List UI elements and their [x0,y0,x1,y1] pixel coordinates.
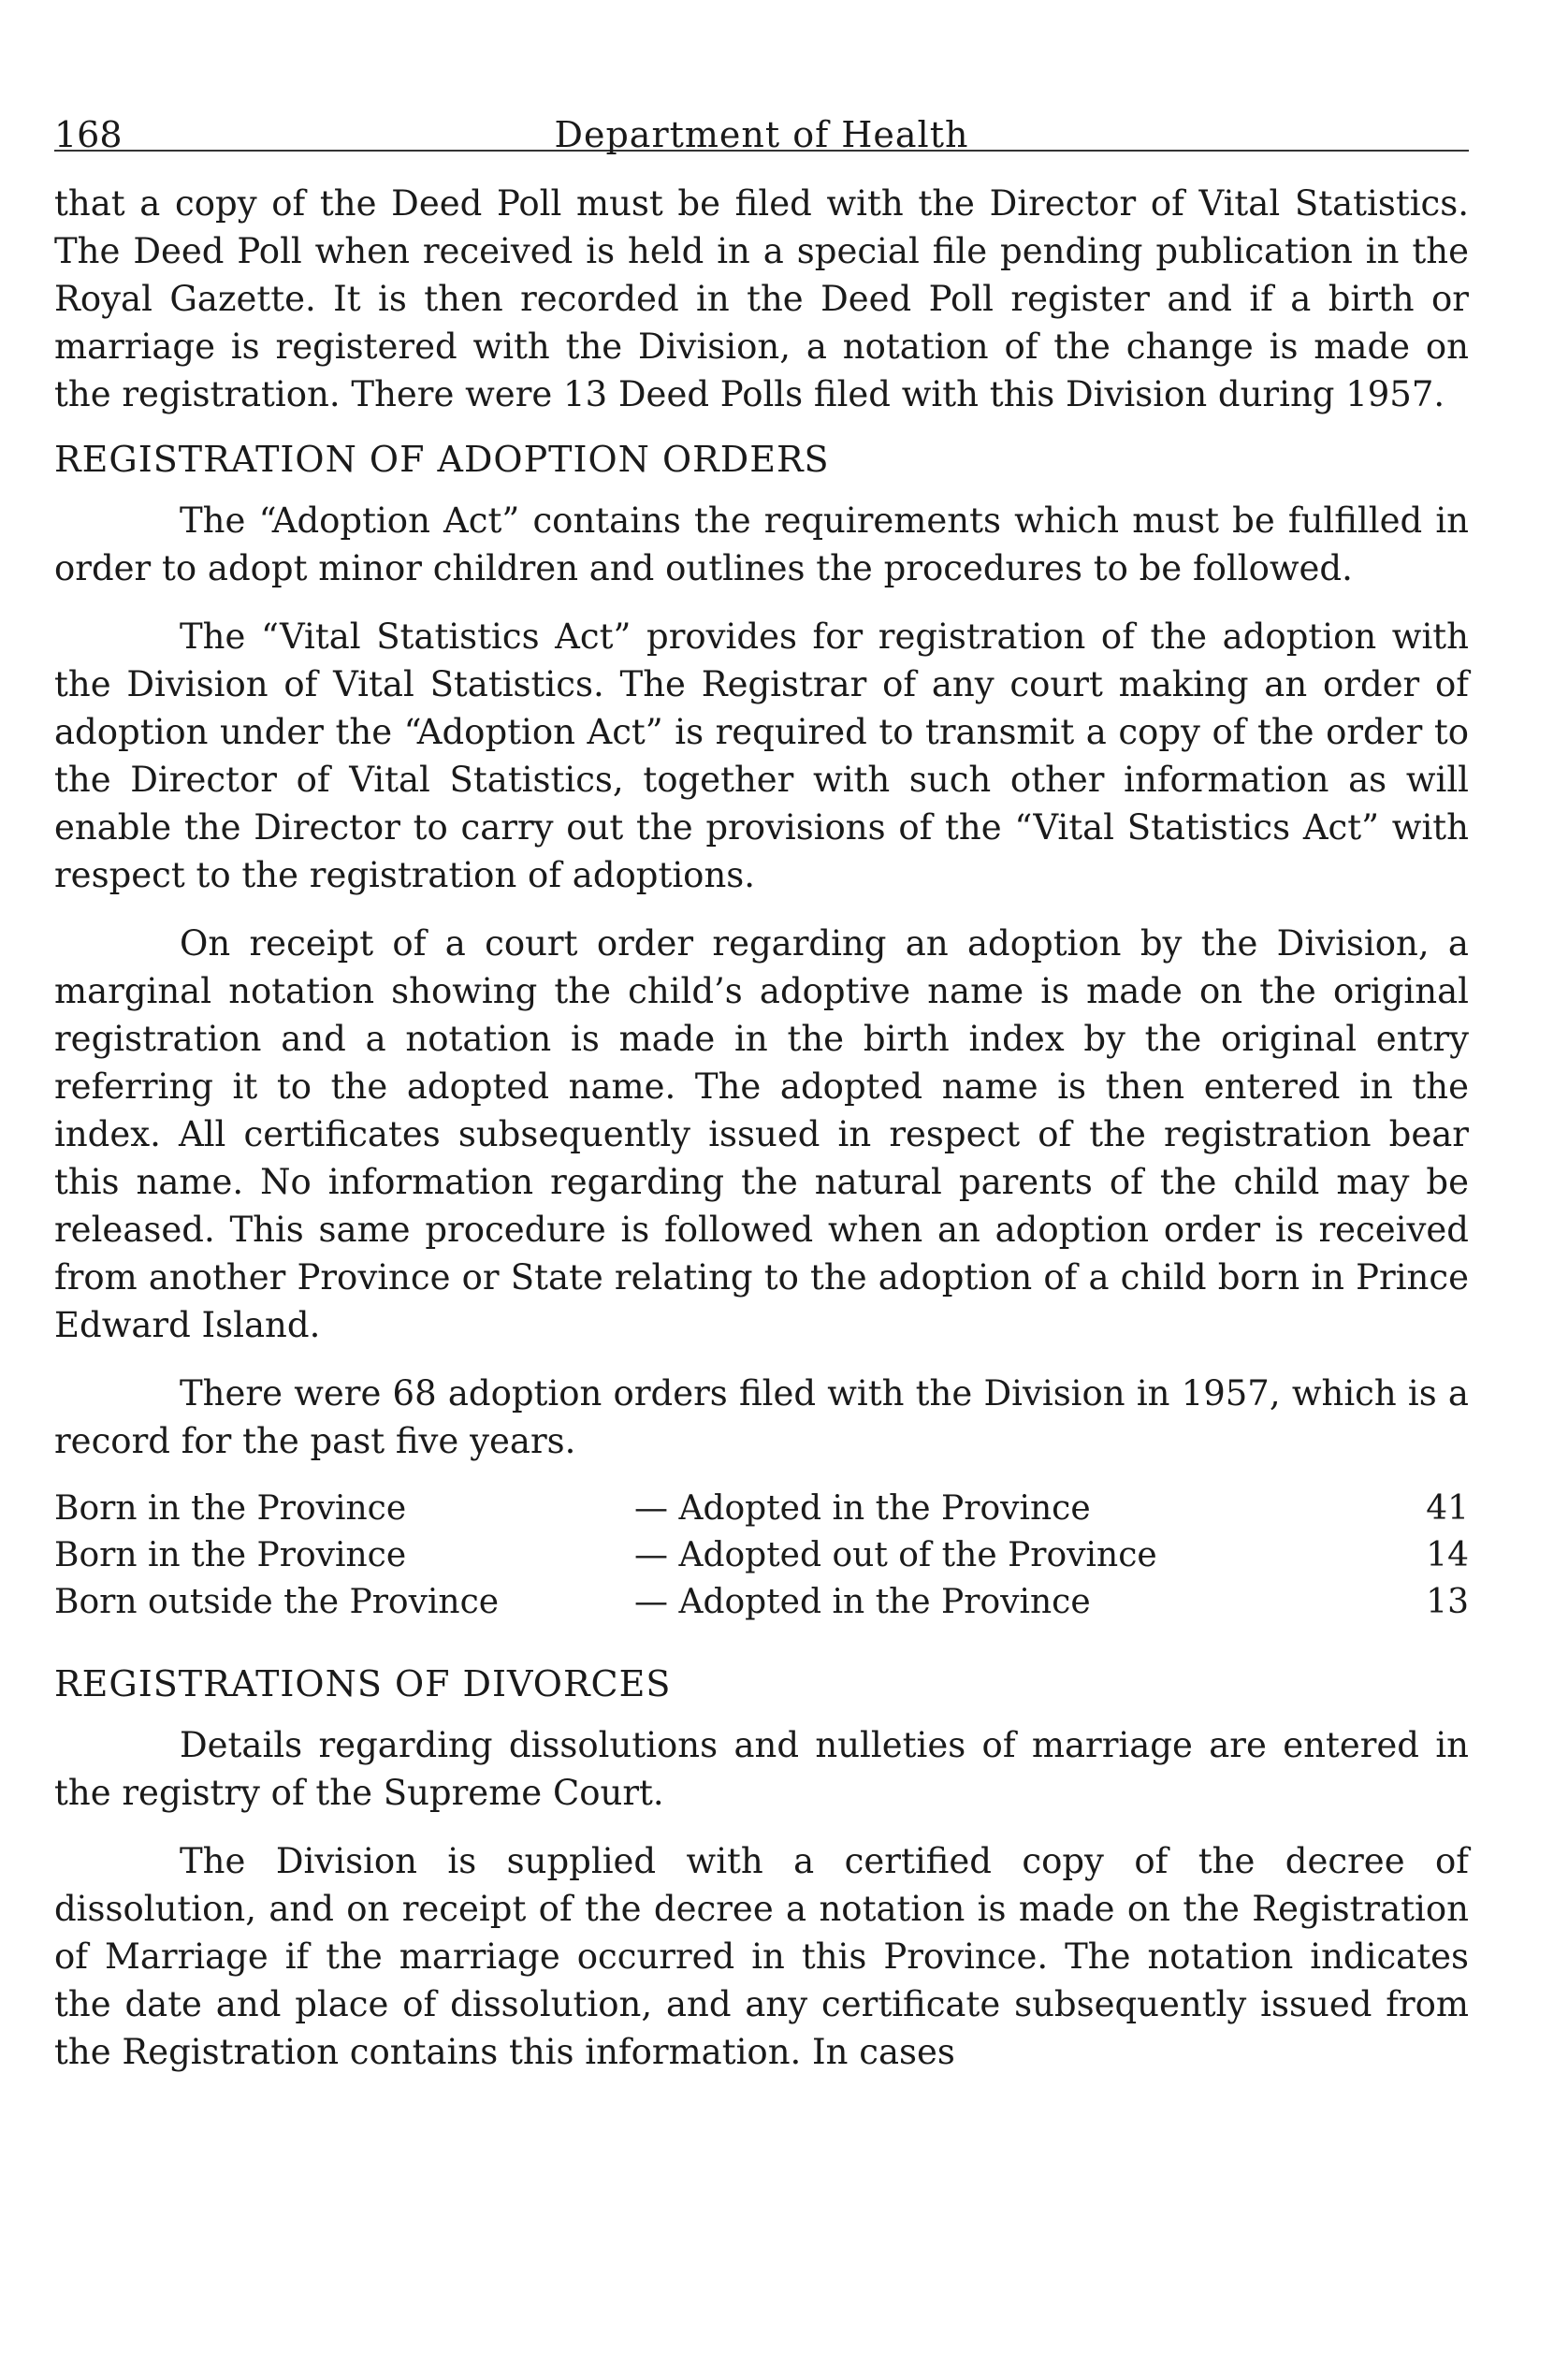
paragraph-vital-statistics-act: The “Vital Statistics Act” provides for registration of the adoption with the Division of Vital Statistics. The Registrar of any court making an order of adoption under the “Adoption Act” is required to transmit a copy of the order to the Director of Vital Statistics, together with such other information as will enable the Director to carry out the provisions of the “Vital Statistics Act” with respect to the registration of adoptions. [54,616,1469,895]
count-cell: 14 [1426,1536,1469,1574]
table-row [54,1486,1469,1532]
adoption-table [54,1486,1469,1626]
paragraph-adoption-count: There were 68 adoption orders filed with the Division in 1957, which is a record for the past five years. [54,1373,1469,1461]
adopted-cell: — Adopted in the Province [634,1583,1091,1621]
table-row [54,1532,1469,1579]
adopted-cell: — Adopted in the Province [634,1489,1091,1528]
running-title: Department of Health [554,114,969,155]
page-body [54,180,1469,2076]
table-row [54,1579,1469,1626]
heading-divorces: REGISTRATIONS OF DIVORCES [54,1663,672,1704]
paragraph-deed-poll: that a copy of the Deed Poll must be filed with the Director of Vital Statistics. The Deed Poll when received is held in a special file pending publication in the Royal Gazette. It is then recorded in the Deed Poll register and if a birth or marriage is registered with the Division, a notation of the change is made on the registration. There were 13 Deed Polls filed with this Division during 1957. [54,183,1469,414]
heading-adoption-orders: REGISTRATION OF ADOPTION ORDERS [54,439,830,480]
paragraph-adoption-act: The “Adoption Act” contains the requirements which must be fulfilled in order to adopt minor children and outlines the procedures to be followed. [54,500,1469,588]
paragraph-divorce-details: Details regarding dissolutions and nulleties of marriage are entered in the registry of the Supreme Court. [54,1725,1469,1813]
page-number: 168 [54,114,123,155]
paragraph-court-order: On receipt of a court order regarding an adoption by the Division, a marginal notation showing the child’s adoptive name is made on the original registration and a notation is made in the birth index by the original entry referring it to the adopted name. The adopted name is then entered in the index. All certificates subsequently issued in respect of the registration bear this name. No information regarding the natural parents of the child may be released. This same procedure is followed when an adoption order is received from another Province or State relating to the adoption of a child born in Prince Edward Island. [54,923,1469,1345]
born-cell: Born in the Province [54,1489,407,1528]
adopted-cell: — Adopted out of the Province [634,1536,1157,1574]
paragraph-divorce-decree: The Division is supplied with a certified copy of the decree of dissolution, and on receipt of the decree a notation is made on the Registration of Marriage if the marriage occurred in this Province. The notation indicates the date and place of dissolution, and any certificate subsequently issued from the Registration contains this information. In cases [54,1841,1469,2072]
born-cell: Born in the Province [54,1536,407,1574]
count-cell: 13 [1426,1583,1469,1621]
born-cell: Born outside the Province [54,1583,500,1621]
count-cell: 41 [1426,1489,1469,1528]
page-header [54,94,1469,155]
document-page [54,94,1469,2096]
